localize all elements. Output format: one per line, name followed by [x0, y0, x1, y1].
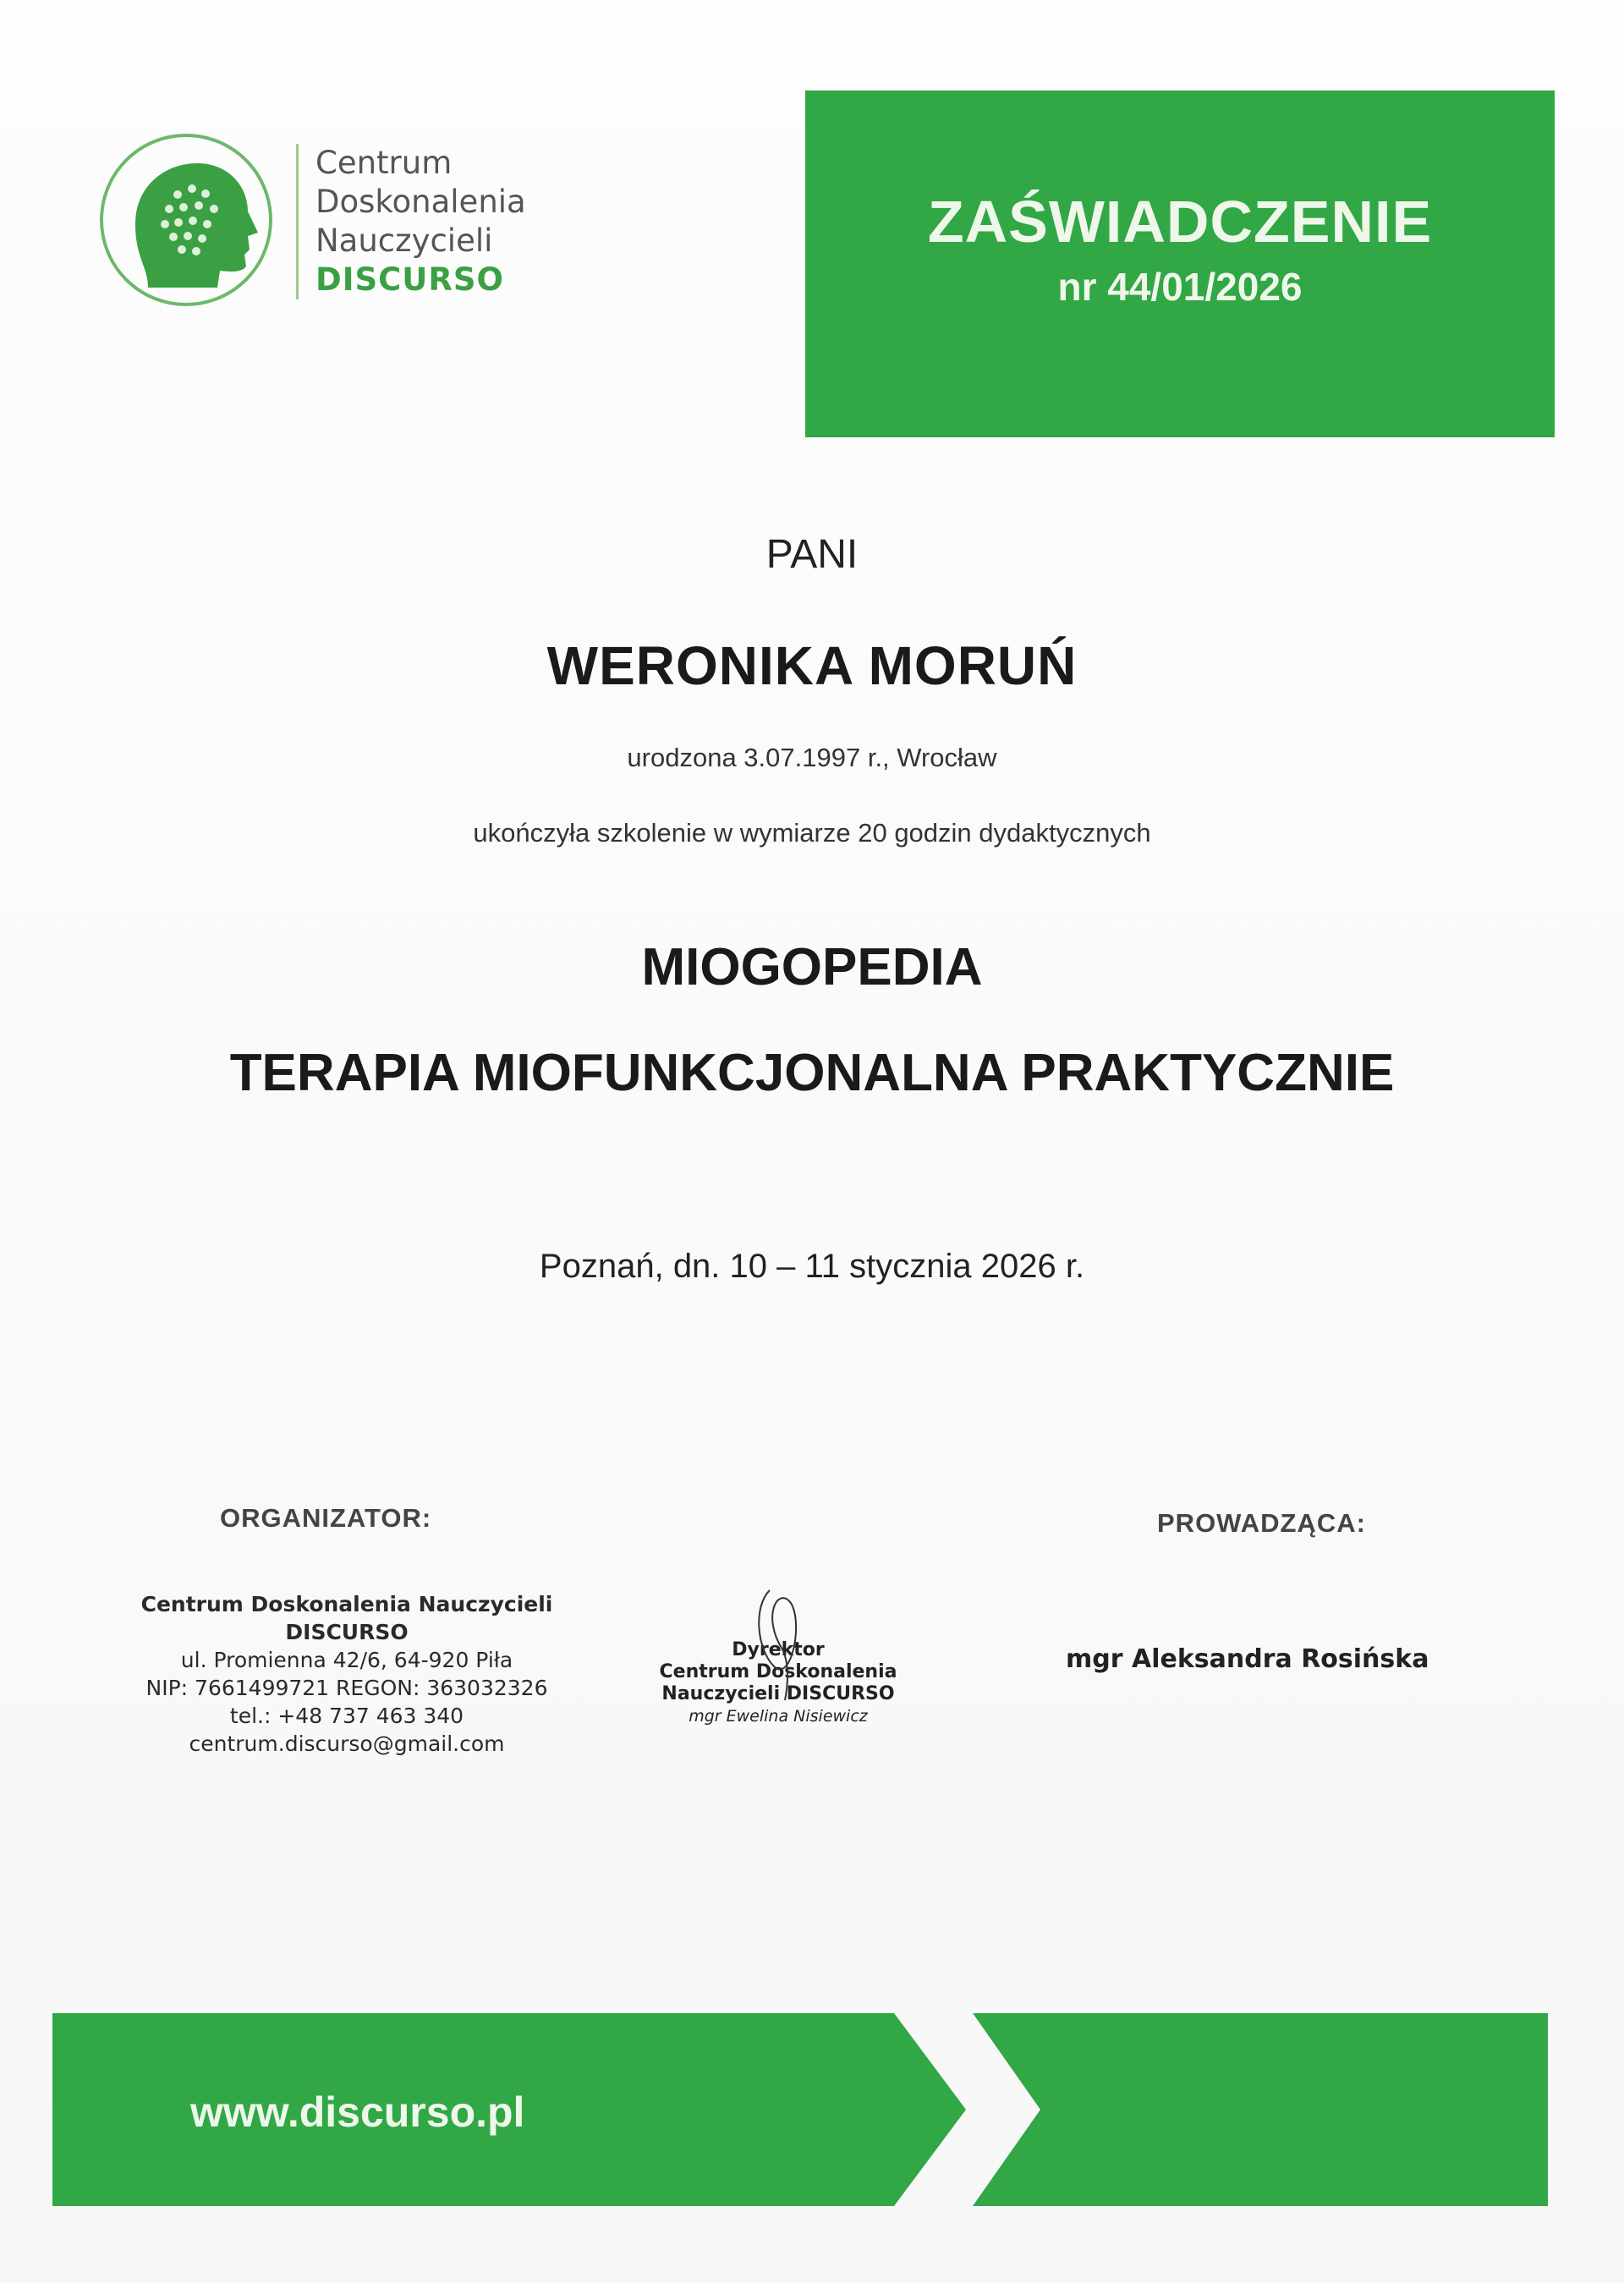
- director-line-2: Centrum Doskonalenia: [659, 1661, 897, 1682]
- logo-text: [296, 144, 526, 299]
- organizer-label: ORGANIZATOR:: [220, 1503, 432, 1533]
- head-dots-icon: [97, 131, 275, 309]
- certificate-title: ZAŚWIADCZENIE: [927, 189, 1433, 255]
- director-line-3: Nauczycieli DISCURSO: [661, 1683, 895, 1704]
- recipient-name: WERONIKA MORUŃ: [546, 635, 1078, 696]
- lecturer-label: PROWADZĄCA:: [1157, 1508, 1366, 1538]
- stamp-line-5: tel.: +48 737 463 340: [229, 1704, 464, 1728]
- organizer-stamp: [127, 1590, 567, 1758]
- website-link[interactable]: www.discurso.pl: [190, 2088, 525, 2136]
- logo-line-1: Centrum: [315, 145, 453, 181]
- stamp-line-3: ul. Promienna 42/6, 64-920 Piła: [180, 1648, 513, 1672]
- director-title: Dyrektor: [732, 1639, 825, 1660]
- signature-icon: [710, 1573, 846, 1709]
- salutation: PANI: [765, 532, 859, 577]
- certificate-number: nr 44/01/2026: [1057, 265, 1303, 309]
- stamp-line-2: DISCURSO: [285, 1620, 409, 1644]
- lecturer-name: mgr Aleksandra Rosińska: [1066, 1644, 1429, 1674]
- director-name: mgr Ewelina Nisiewicz: [689, 1707, 868, 1726]
- birth-info: urodzona 3.07.1997 r., Wrocław: [627, 743, 997, 772]
- course-title-line-1: MIOGOPEDIA: [641, 938, 983, 996]
- stamp-line-1: Centrum Doskonalenia Nauczycieli: [140, 1592, 553, 1616]
- completion-info: ukończyła szkolenie w wymiarze 20 godzin dydaktycznych: [473, 818, 1151, 848]
- place-date: Poznań, dn. 10 – 11 stycznia 2026 r.: [539, 1248, 1085, 1285]
- director-stamp: [651, 1590, 905, 1727]
- title-box: [805, 91, 1555, 437]
- stamp-line-4: NIP: 7661499721 REGON: 363032326: [145, 1676, 548, 1700]
- logo-line-3: Nauczycieli: [315, 222, 493, 259]
- logo-brand: DISCURSO: [315, 261, 504, 298]
- footer-chevron-band: [973, 2013, 1548, 2206]
- course-title-line-2: TERAPIA MIOFUNKCJONALNA PRAKTYCZNIE: [229, 1044, 1395, 1102]
- stamp-line-6: centrum.discurso@gmail.com: [189, 1731, 505, 1756]
- logo-line-2: Doskonalenia: [315, 184, 526, 220]
